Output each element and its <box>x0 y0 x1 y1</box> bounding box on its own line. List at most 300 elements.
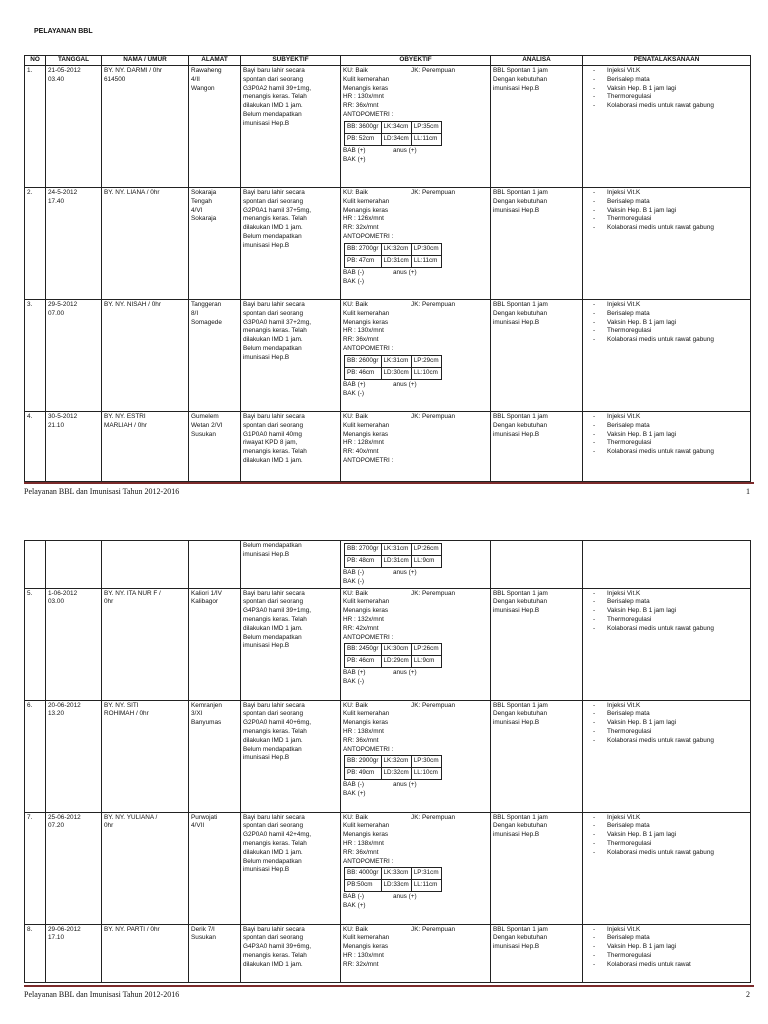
dash-bullet-icon: - <box>593 224 596 232</box>
cell-obyektif <box>341 588 491 700</box>
table-row <box>25 300 751 412</box>
dash-bullet-icon: - <box>593 448 596 456</box>
antropometri-cell: LK:32cm <box>381 243 411 255</box>
ku-jk-line <box>343 702 488 711</box>
antropometri-cell: BB: 2700gr <box>345 243 382 255</box>
nama-line: BY. NY. SITI <box>104 701 139 709</box>
subyektif-line: G4P3A0 hamil 39+1mg, <box>243 607 312 615</box>
obyektif-line: HR : 138x/mnt <box>343 727 384 735</box>
obyektif-line: HR : 130x/mnt <box>343 93 384 101</box>
subyektif-line: spontan dari seorang <box>243 197 304 205</box>
subyektif-line: Bayi baru lahir secara <box>243 413 305 420</box>
obyektif-line: Kulit kemerahan <box>343 934 390 942</box>
subyektif-line: imunisasi Hep.B <box>243 550 290 558</box>
table-body <box>25 66 751 482</box>
table-row <box>25 588 751 700</box>
header-tanggal: TANGGAL <box>46 56 102 66</box>
cell-nama <box>102 188 189 300</box>
plan-item <box>585 598 748 607</box>
plan-item <box>585 616 748 625</box>
subyektif-line: dilakukan IMD 1 jam. <box>243 102 303 110</box>
plan-text: Berisalep mata <box>607 822 650 830</box>
jk-value: JK: Perempuan <box>411 189 456 196</box>
plan-text: Thermoregulasi <box>607 327 652 335</box>
plan-text: Berisalep mata <box>607 934 650 942</box>
dash-bullet-icon: - <box>593 421 596 429</box>
antropometri-cell: LL:10cm <box>411 367 441 379</box>
plan-text: Thermoregulasi <box>607 215 652 223</box>
antropometri-cell: LK:31cm <box>381 544 411 556</box>
ku-value: KU: Baik <box>343 189 368 196</box>
antropometri-cell: PB: 46cm <box>345 656 382 668</box>
obyektif-line: Menangis keras <box>343 943 389 951</box>
dash-bullet-icon: - <box>593 197 596 205</box>
cell-nama <box>102 541 189 589</box>
antropometri-row <box>345 255 442 267</box>
obyektif-line: Menangis keras <box>343 206 389 214</box>
cell-analisa <box>491 700 583 812</box>
plan-item <box>585 607 748 616</box>
alamat-line: Kaliori 1/IV <box>191 589 222 597</box>
plan-text: Vaksin Hep. B 1 jam lagi <box>607 206 677 214</box>
obyektif-line: Menangis keras <box>343 607 389 615</box>
anus-value: anus (+) <box>393 146 417 154</box>
bab-value: BAB (+) <box>343 146 366 154</box>
tanggal-line: 29-06-2012 <box>48 925 81 933</box>
footer-rule <box>24 985 754 987</box>
tanggal-line: 25-06-2012 <box>48 813 81 821</box>
dash-bullet-icon: - <box>593 102 596 110</box>
alamat-line: Derik 7/I <box>191 925 215 933</box>
plan-item <box>585 702 748 711</box>
dash-bullet-icon: - <box>593 839 596 847</box>
cell-subyektif <box>241 541 341 589</box>
antropometri-cell: LP:30cm <box>411 756 441 768</box>
cell-tanggal <box>46 812 102 924</box>
dash-bullet-icon: - <box>593 318 596 326</box>
dash-bullet-icon: - <box>593 215 596 223</box>
obyektif-line: Menangis keras <box>343 430 389 438</box>
cell-analisa <box>491 412 583 482</box>
plan-item <box>585 934 748 943</box>
obyektif-line: RR: 32x/mnt <box>343 960 379 968</box>
plan-text: Berisalep mata <box>607 75 650 83</box>
alamat-line: Tengah <box>191 197 212 205</box>
antropometri-cell: LL:11cm <box>411 880 441 892</box>
cell-penatalaksanaan <box>583 924 751 982</box>
analisa-line: imunisasi Hep.B <box>493 430 540 438</box>
plan-item <box>585 840 748 849</box>
antropometri-table <box>344 121 442 146</box>
cell-obyektif <box>341 700 491 812</box>
cell-subyektif <box>241 188 341 300</box>
analisa-line: imunisasi Hep.B <box>493 831 540 839</box>
analisa-line: Dengan kebutuhan <box>493 75 548 83</box>
obyektif-line: Kulit kemerahan <box>343 598 390 606</box>
obyektif-line: ANTOPOMETRI : <box>343 110 394 118</box>
alamat-line: 4/II <box>191 75 200 83</box>
subyektif-line: Belum mendapatkan <box>243 542 302 549</box>
table-header <box>25 56 751 66</box>
ku-jk-line <box>343 67 488 76</box>
dash-bullet-icon: - <box>593 727 596 735</box>
antropometri-cell: BB: 3600gr <box>345 121 382 133</box>
nama-line: 0hr <box>104 822 114 830</box>
bab-value: BAB (+) <box>343 669 366 677</box>
obyektif-line: Kulit kemerahan <box>343 197 390 205</box>
plan-item <box>585 301 748 310</box>
subyektif-line: Bayi baru lahir secara <box>243 67 305 74</box>
cell-subyektif <box>241 66 341 188</box>
antropometri-cell: LD:31cm <box>381 556 411 568</box>
bab-value: BAB (-) <box>343 569 364 576</box>
obyektif-line: HR : 128x/mnt <box>343 439 384 447</box>
cell-obyektif <box>341 300 491 412</box>
header-no: NO <box>25 56 46 66</box>
ku-jk-line <box>343 189 488 198</box>
antropometri-row <box>345 243 442 255</box>
nama-line: BY. NY. ESTRI <box>104 413 146 420</box>
subyektif-line: dilakukan IMD 1 jam. <box>243 456 303 464</box>
alamat-line: Sokaraja <box>191 189 217 196</box>
plan-text: Berisalep mata <box>607 197 650 205</box>
cell-analisa <box>491 541 583 589</box>
plan-item <box>585 198 748 207</box>
alamat-line: Susukan <box>191 934 216 942</box>
nama-line: BY. NY. LIANA / 0hr <box>104 189 160 196</box>
cell-alamat <box>189 66 241 188</box>
antropometri-cell: LD:30cm <box>381 367 411 379</box>
plan-list <box>585 301 748 345</box>
cell-penatalaksanaan <box>583 588 751 700</box>
dash-bullet-icon: - <box>593 67 596 74</box>
plan-item <box>585 831 748 840</box>
dash-bullet-icon: - <box>593 93 596 101</box>
plan-item <box>585 85 748 94</box>
antropometri-cell: BB: 4000gr <box>345 868 382 880</box>
subyektif-line: G1P0A0 hamil 40mg <box>243 430 302 438</box>
cell-penatalaksanaan <box>583 700 751 812</box>
plan-text: Berisalep mata <box>607 710 650 718</box>
subyektif-line: Belum mendapatkan <box>243 633 302 641</box>
alamat-line: Sokaraja <box>191 215 217 223</box>
cell-analisa <box>491 812 583 924</box>
cell-tanggal <box>46 924 102 982</box>
nama-line: MARLIAH / 0hr <box>104 421 147 429</box>
plan-text: Kolaborasi medis untuk rawat gabung <box>607 624 714 632</box>
plan-item <box>585 319 748 328</box>
analisa-line: BBL Spontan 1 jam <box>493 813 548 821</box>
subyektif-line: menangis keras. Telah <box>243 327 307 335</box>
tanggal-line: 07.00 <box>48 309 64 317</box>
bab-value: BAB (-) <box>343 893 364 901</box>
dash-bullet-icon: - <box>593 624 596 632</box>
alamat-line: Kalibagor <box>191 598 219 606</box>
analisa-line: imunisasi Hep.B <box>493 84 540 92</box>
dash-bullet-icon: - <box>593 813 596 821</box>
antropometri-cell: PB: 52cm <box>345 133 382 145</box>
footer-text: Pelayanan BBL dan Imunisasi Tahun 2012-2016 <box>24 487 180 496</box>
dash-bullet-icon: - <box>593 736 596 744</box>
cell-subyektif <box>241 812 341 924</box>
plan-item <box>585 207 748 216</box>
plan-item <box>585 439 748 448</box>
dash-bullet-icon: - <box>593 848 596 856</box>
antropometri-table <box>344 867 442 892</box>
antropometri-cell: BB: 2450gr <box>345 644 382 656</box>
alamat-line: Wetan 2/VI <box>191 421 223 429</box>
subyektif-line: menangis keras. Telah <box>243 727 307 735</box>
plan-item <box>585 224 748 233</box>
anus-value: anus (+) <box>393 380 417 388</box>
alamat-line: Kemranjen <box>191 701 222 709</box>
alamat-line: 8/I <box>191 309 199 317</box>
plan-text: Berisalep mata <box>607 598 650 606</box>
subyektif-line: Belum mendapatkan <box>243 745 302 753</box>
analisa-line: Dengan kebutuhan <box>493 934 548 942</box>
table-row <box>25 541 751 589</box>
table-page-2 <box>24 540 751 983</box>
cell-no: 5. <box>25 588 46 700</box>
tanggal-line: 24-5-2012 <box>48 189 78 196</box>
plan-text: Vaksin Hep. B 1 jam lagi <box>607 831 677 839</box>
table-row <box>25 66 751 188</box>
antropometri-row <box>345 756 442 768</box>
ku-jk-line <box>343 413 488 422</box>
alamat-line: Tanggeran <box>191 301 222 308</box>
subyektif-line: dilakukan IMD 1 jam. <box>243 960 303 968</box>
plan-text: Kolaborasi medis untuk rawat gabung <box>607 448 714 456</box>
dash-bullet-icon: - <box>593 189 596 196</box>
ku-value: KU: Baik <box>343 813 368 821</box>
antropometri-cell: PB:50cm <box>345 880 382 892</box>
dash-bullet-icon: - <box>593 719 596 727</box>
alamat-line: Somagede <box>191 318 222 326</box>
cell-penatalaksanaan <box>583 812 751 924</box>
cell-penatalaksanaan <box>583 541 751 589</box>
plan-item <box>585 215 748 224</box>
alamat-line: Susukan <box>191 430 216 438</box>
plan-text: Injeksi Vit.K <box>607 813 641 821</box>
obyektif-line: Kulit kemerahan <box>343 421 390 429</box>
obyektif-line: ANTOPOMETRI : <box>343 857 394 865</box>
analisa-line: BBL Spontan 1 jam <box>493 701 548 709</box>
antropometri-row <box>345 556 442 568</box>
antropometri-row <box>345 367 442 379</box>
jk-value: JK: Perempuan <box>411 301 456 308</box>
subyektif-line: menangis keras. Telah <box>243 215 307 223</box>
alamat-line: Rawaheng <box>191 67 222 74</box>
antropometri-row <box>345 355 442 367</box>
tanggal-line: 13.20 <box>48 710 64 718</box>
plan-list <box>585 413 748 457</box>
cell-penatalaksanaan <box>583 66 751 188</box>
subyektif-line: Bayi baru lahir secara <box>243 701 305 709</box>
nama-line: BY. NY. DARMI / 0hr <box>104 67 163 74</box>
ku-jk-line <box>343 590 488 599</box>
obyektif-line: HR : 138x/mnt <box>343 839 384 847</box>
jk-value: JK: Perempuan <box>411 67 456 74</box>
cell-analisa <box>491 924 583 982</box>
table-body <box>25 541 751 983</box>
ku-value: KU: Baik <box>343 589 368 597</box>
antropometri-cell: LD:34cm <box>381 133 411 145</box>
dash-bullet-icon: - <box>593 710 596 718</box>
cell-obyektif <box>341 541 491 589</box>
subyektif-line: dilakukan IMD 1 jam. <box>243 624 303 632</box>
cell-no: 4. <box>25 412 46 482</box>
dash-bullet-icon: - <box>593 336 596 344</box>
cell-no: 6. <box>25 700 46 812</box>
plan-item <box>585 625 748 634</box>
cell-penatalaksanaan <box>583 188 751 300</box>
plan-text: Injeksi Vit.K <box>607 413 641 420</box>
antropometri-cell: LL:9cm <box>411 556 441 568</box>
antropometri-cell: PB: 46cm <box>345 367 382 379</box>
antropometri-cell: BB: 2600gr <box>345 355 382 367</box>
jk-value: JK: Perempuan <box>411 813 456 821</box>
plan-item <box>585 93 748 102</box>
page-number: 2 <box>746 990 750 999</box>
tanggal-line: 03.40 <box>48 75 64 83</box>
cell-no: 7. <box>25 812 46 924</box>
alamat-line: 3/XI <box>191 710 203 718</box>
plan-text: Thermoregulasi <box>607 951 652 959</box>
nama-line: BY. NY. NISAH / 0hr <box>104 301 161 308</box>
dash-bullet-icon: - <box>593 607 596 615</box>
obyektif-line: RR: 36x/mnt <box>343 336 379 344</box>
subyektif-line: dilakukan IMD 1 jam. <box>243 848 303 856</box>
dash-bullet-icon: - <box>593 701 596 709</box>
antropometri-cell: LP:30cm <box>411 243 441 255</box>
subyektif-line: G2P0A0 hamil 40+6mg, <box>243 719 312 727</box>
cell-obyektif <box>341 412 491 482</box>
antropometri-cell: LL:11cm <box>411 255 441 267</box>
plan-item <box>585 448 748 457</box>
plan-item <box>585 310 748 319</box>
plan-item <box>585 719 748 728</box>
plan-text: Kolaborasi medis untuk rawat <box>607 960 691 968</box>
antropometri-row <box>345 656 442 668</box>
ku-value: KU: Baik <box>343 413 368 420</box>
bak-value: BAK (-) <box>343 277 364 285</box>
dash-bullet-icon: - <box>593 615 596 623</box>
bak-value: BAK (-) <box>343 678 364 686</box>
antropometri-row <box>345 133 442 145</box>
analisa-line: imunisasi Hep.B <box>493 607 540 615</box>
plan-item <box>585 710 748 719</box>
ku-jk-line <box>343 814 488 823</box>
plan-text: Berisalep mata <box>607 421 650 429</box>
obyektif-line: HR : 132x/mnt <box>343 615 384 623</box>
subyektif-line: spontan dari seorang <box>243 75 304 83</box>
subyektif-line: menangis keras. Telah <box>243 951 307 959</box>
bak-value: BAK (+) <box>343 790 366 798</box>
tanggal-line: 20-06-2012 <box>48 701 81 709</box>
cell-tanggal <box>46 541 102 589</box>
analisa-line: Dengan kebutuhan <box>493 197 548 205</box>
subyektif-line: menangis keras. Telah <box>243 615 307 623</box>
analisa-line: Dengan kebutuhan <box>493 598 548 606</box>
bab-line <box>343 269 488 278</box>
obyektif-line: Kulit kemerahan <box>343 710 390 718</box>
antropometri-cell: LD:29cm <box>381 656 411 668</box>
cell-nama <box>102 700 189 812</box>
anus-value: anus (+) <box>393 268 417 276</box>
cell-alamat <box>189 812 241 924</box>
plan-list <box>585 814 748 858</box>
cell-analisa <box>491 66 583 188</box>
ku-jk-line <box>343 926 488 935</box>
obyektif-line: RR: 40x/mnt <box>343 448 379 456</box>
bab-value: BAB (-) <box>343 268 364 276</box>
header-obyektif: OBYEKTIF <box>341 56 491 66</box>
cell-tanggal <box>46 588 102 700</box>
plan-item <box>585 67 748 76</box>
plan-list <box>585 590 748 634</box>
dash-bullet-icon: - <box>593 925 596 933</box>
antropometri-cell: LK:33cm <box>381 868 411 880</box>
subyektif-line: G2P0A0 hamil 42+4mg, <box>243 831 312 839</box>
cell-penatalaksanaan <box>583 300 751 412</box>
subyektif-line: Bayi baru lahir secara <box>243 189 305 196</box>
plan-item <box>585 327 748 336</box>
antropometri-table <box>344 243 442 268</box>
subyektif-line: Belum mendapatkan <box>243 344 302 352</box>
analisa-line: Dengan kebutuhan <box>493 309 548 317</box>
cell-tanggal <box>46 188 102 300</box>
obyektif-line: Kulit kemerahan <box>343 822 390 830</box>
tanggal-line: 17.40 <box>48 197 64 205</box>
plan-text: Thermoregulasi <box>607 615 652 623</box>
table-page-1 <box>24 55 751 482</box>
tanggal-line: 21.10 <box>48 421 64 429</box>
antropometri-cell: LK:34cm <box>381 121 411 133</box>
plan-text: Vaksin Hep. B 1 jam lagi <box>607 430 677 438</box>
obyektif-line: RR: 42x/mnt <box>343 624 379 632</box>
nama-line: BY. NY. ITA NUR F / <box>104 589 161 597</box>
plan-item <box>585 737 748 746</box>
dash-bullet-icon: - <box>593 430 596 438</box>
subyektif-line: dilakukan IMD 1 jam. <box>243 224 303 232</box>
plan-item <box>585 413 748 422</box>
dash-bullet-icon: - <box>593 75 596 83</box>
dash-bullet-icon: - <box>593 934 596 942</box>
anus-value: anus (+) <box>393 569 417 576</box>
table-row <box>25 700 751 812</box>
plan-item <box>585 422 748 431</box>
antropometri-cell: PB: 48cm <box>345 556 382 568</box>
plan-text: Thermoregulasi <box>607 93 652 101</box>
antropometri-table <box>344 643 442 668</box>
obyektif-line: RR: 36x/mnt <box>343 736 379 744</box>
tanggal-line: 21-05-2012 <box>48 67 81 74</box>
bab-value: BAB (+) <box>343 380 366 388</box>
cell-obyektif <box>341 924 491 982</box>
obyektif-line: Menangis keras <box>343 84 389 92</box>
nama-line: 0hr <box>104 598 114 606</box>
tanggal-line: 17.10 <box>48 934 64 942</box>
obyektif-line: ANTOPOMETRI : <box>343 456 394 464</box>
dash-bullet-icon: - <box>593 831 596 839</box>
cell-subyektif <box>241 300 341 412</box>
plan-text: Thermoregulasi <box>607 839 652 847</box>
bab-line <box>343 147 488 156</box>
plan-text: Thermoregulasi <box>607 439 652 447</box>
subyektif-line: G3P0A2 hamil 39+1mg, <box>243 84 312 92</box>
cell-analisa <box>491 188 583 300</box>
ku-value: KU: Baik <box>343 701 368 709</box>
